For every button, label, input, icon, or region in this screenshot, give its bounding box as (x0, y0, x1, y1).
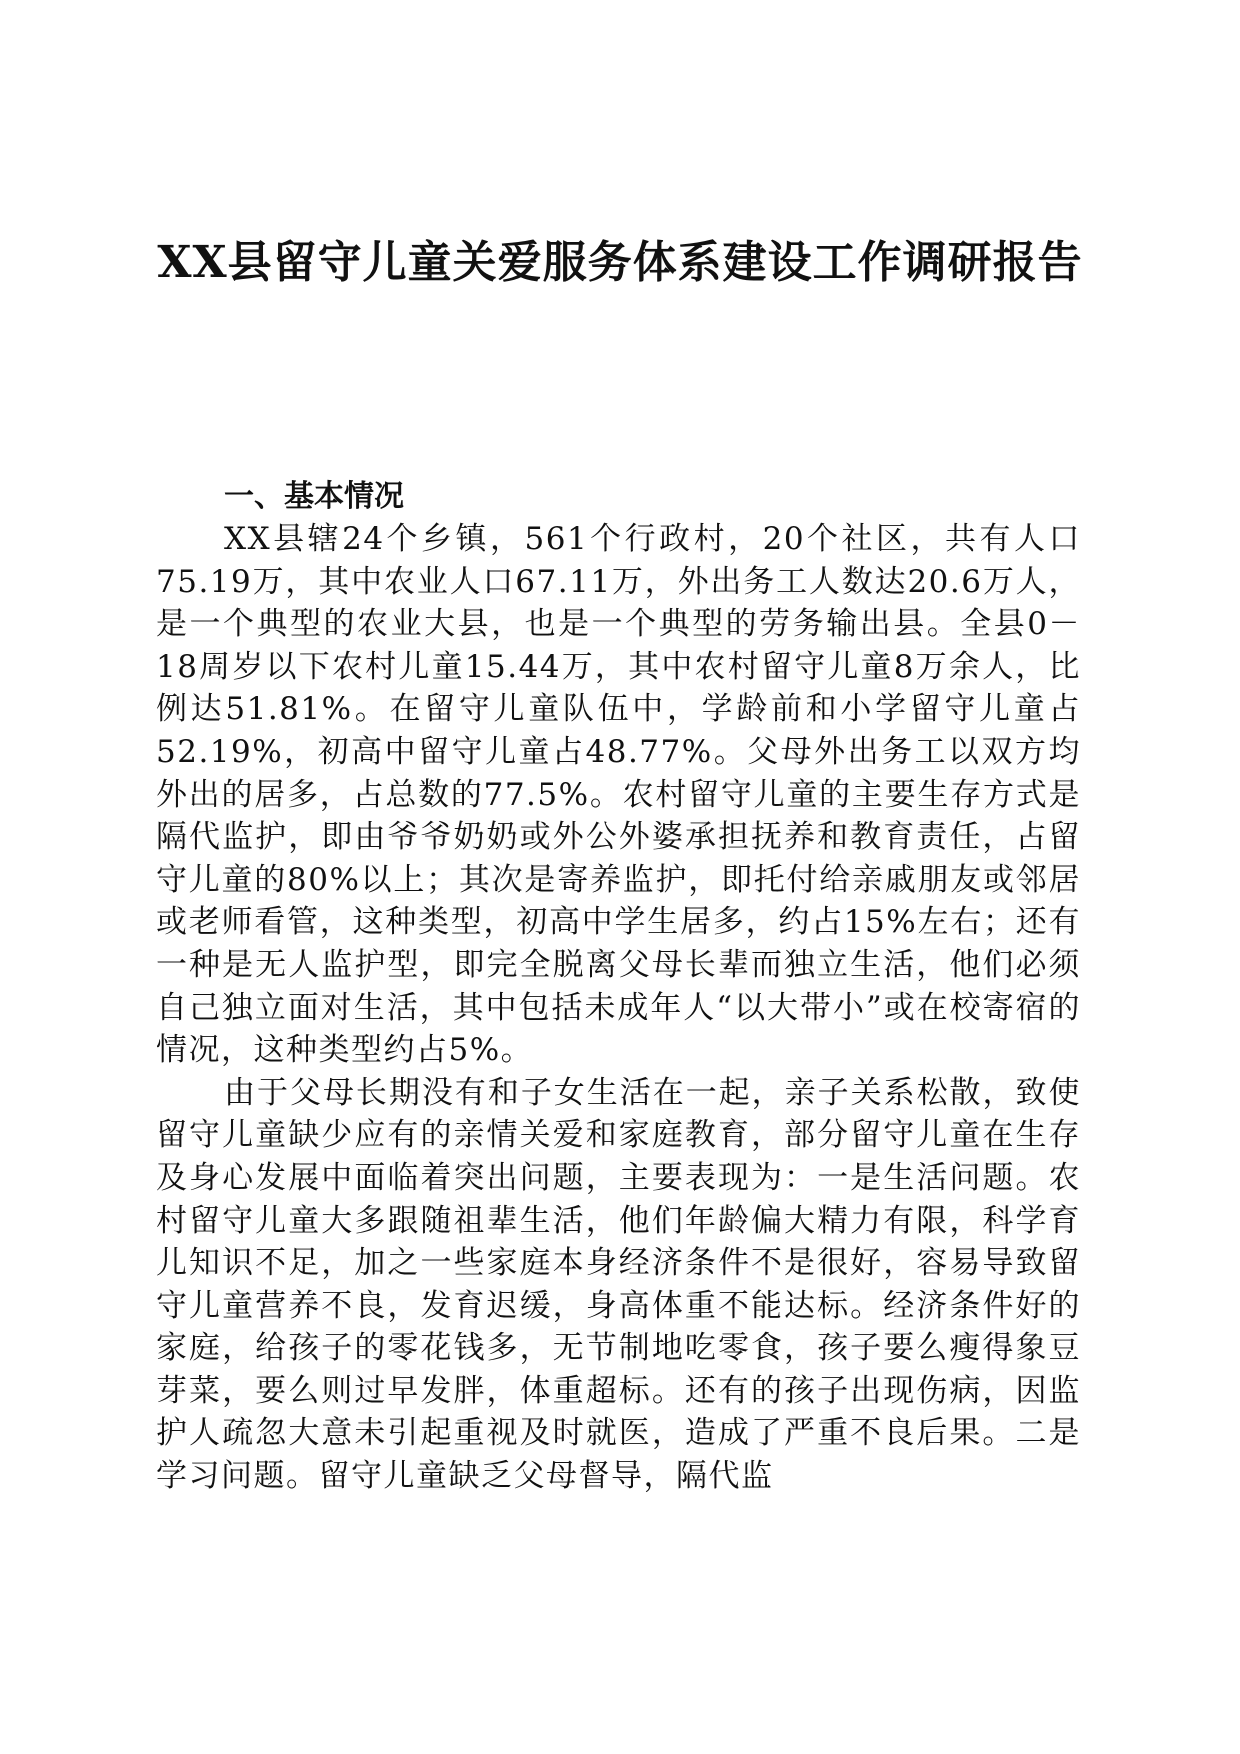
paragraph-problems: 由于父母长期没有和子女生活在一起，亲子关系松散，致使留守儿童缺少应有的亲情关爱和家庭教育，部分留守儿童在生存及身心发展中面临着突出问题，主要表现为：一是生活问题。农村留守儿童大多跟随祖辈生活，他们年龄偏大精力有限，科学育儿知识不足，加之一些家庭本身经济条件不是很好，容易导致留守儿童营养不良，发育迟缓，身高体重不能达标。经济条件好的家庭，给孩子的零花钱多，无节制地吃零食，孩子要么瘦得象豆芽菜，要么则过早发胖，体重超标。还有的孩子出现伤病，因监护人疏忽大意未引起重视及时就医，造成了严重不良后果。二是学习问题。留守儿童缺乏父母督导，隔代监 (156, 1074, 1081, 1495)
section-heading: 一、基本情况 (224, 479, 404, 514)
document-title: XX县留守儿童关爱服务体系建设工作调研报告 (157, 237, 1083, 288)
document-body (156, 476, 1081, 1498)
paragraph-basic-situation: XX县辖24个乡镇，561个行政村，20个社区，共有人口75.19万，其中农业人口67.11万，外出务工人数达20.6万人，是一个典型的农业大县，也是一个典型的劳务输出县。全县0－18周岁以下农村儿童15.44万，其中农村留守儿童8万余人，比例达51.81%。在留守儿童队伍中，学龄前和小学留守儿童占52.19%，初高中留守儿童占48.77%。父母外出务工以双方均外出的居多，占总数的77.5%。农村留守儿童的主要生存方式是隔代监护，即由爷爷奶奶或外公外婆承担抚养和教育责任，占留守儿童的80%以上；其次是寄养监护，即托付给亲戚朋友或邻居或老师看管，这种类型，初高中学生居多，约占15%左右；还有一种是无人监护型，即完全脱离父母长辈而独立生活，他们必须自己独立面对生活，其中包括未成年人“以大带小”或在校寄宿的情况，这种类型约占5%。 (156, 521, 1081, 1069)
